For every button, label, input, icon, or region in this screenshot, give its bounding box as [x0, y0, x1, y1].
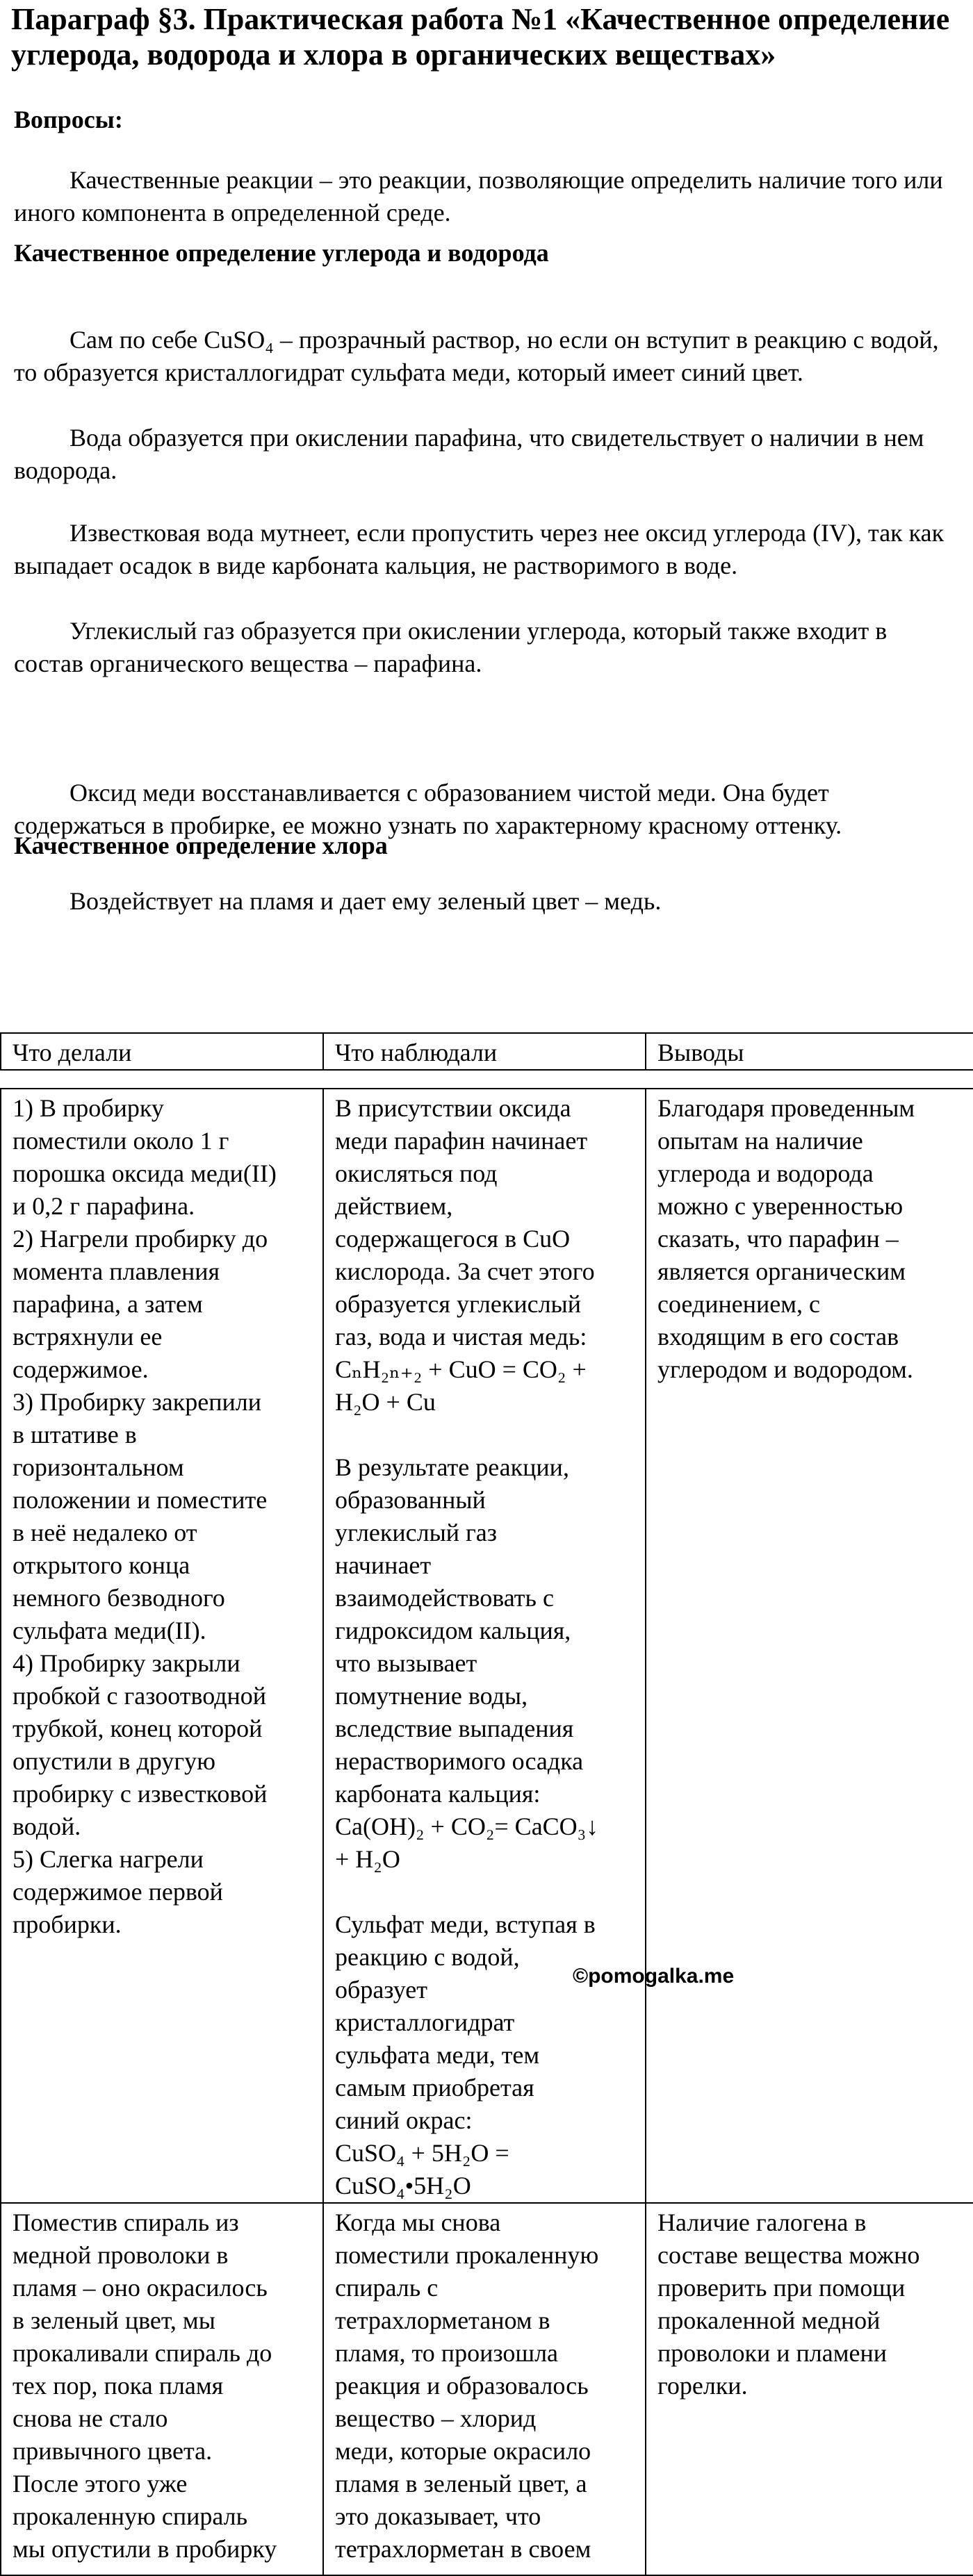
cell-text-line: спираль с	[335, 2274, 439, 2302]
header-what-did: Что делали	[1, 1033, 323, 1070]
cell-text-line: прокаленной медной	[657, 2306, 881, 2334]
paragraph-water: Вода образуется при окислении парафина, что свидетельствует о наличии в нем водорода.	[14, 424, 924, 484]
cell-text-line: самым приобретая	[335, 2074, 534, 2102]
paragraph-co2: Углекислый газ образуется при окислении углерода, который также входит в состав органического вещества – парафина.	[14, 617, 888, 677]
cell-text-line: момента плавления	[13, 1257, 220, 1285]
cell-text-line: + H₂O	[335, 1845, 400, 1873]
cell-text-line: опустили в другую	[13, 1747, 215, 1775]
cell-text-line: нерастворимого осадка	[335, 1747, 584, 1775]
cell-text-line: снова не стало	[13, 2404, 168, 2432]
cell-text-line: H₂O + Cu	[335, 1388, 436, 1416]
cell-observed-1	[323, 1089, 646, 2203]
cell-text-line: 3) Пробирку закрепили	[13, 1388, 261, 1416]
cell-text-line: прокаливали спираль до	[13, 2339, 272, 2367]
results-table	[0, 1088, 973, 2576]
cell-text-line: привычного цвета.	[13, 2437, 213, 2465]
cell-text-line: углерода и водорода	[657, 1159, 874, 1187]
lines-observed-1a	[335, 1092, 637, 1419]
cell-text-line: Благодаря проведенным	[657, 1094, 915, 1122]
cell-text-line: Поместив спираль из	[13, 2208, 239, 2236]
paragraph-cuso4: Сам по себе CuSO₄ – прозрачный раствор, но если он вступит в реакцию с водой, то образуется кристаллогидрат сульфата меди, который имеет синий цвет.	[14, 326, 939, 386]
cell-text-line: В присутствии оксида	[335, 1094, 571, 1122]
cell-text-line: CuSO₄•5H₂O	[335, 2172, 471, 2199]
cell-text-line: горелки.	[657, 2372, 748, 2400]
watermark: ©pomogalka.me	[573, 1965, 735, 1988]
header-what-observed: Что наблюдали	[323, 1033, 646, 1070]
cell-text-line: содержащегося в CuO	[335, 1225, 571, 1253]
cell-what-did-2	[1, 2203, 323, 2575]
cell-text-line: вследствие выпадения	[335, 1715, 574, 1742]
cell-text-line: содержимое.	[13, 1355, 149, 1383]
cell-text-line: пробирку с известковой	[13, 1780, 268, 1808]
cell-text-line: помутнение воды,	[335, 1682, 528, 1710]
cell-conclusion-1	[646, 1089, 973, 2203]
cell-text-line: окисляться под	[335, 1159, 498, 1187]
cell-text-line: CₙH₂ₙ₊₂ + CuO = CO₂ +	[335, 1355, 587, 1383]
paragraph-chlorine: Воздействует на пламя и дает ему зеленый цвет – медь.	[70, 887, 662, 915]
lines-conclusion-1	[657, 1092, 965, 1386]
cell-text-line: водой.	[13, 1813, 81, 1840]
cell-text-line: входящим в его состав	[657, 1323, 899, 1351]
cell-text-line: углеродом и водородом.	[657, 1355, 913, 1383]
cell-text-line: пламя – оно окрасилось	[13, 2274, 268, 2302]
cell-text-line: меди парафин начинает	[335, 1127, 588, 1155]
cell-conclusion-2	[646, 2203, 973, 2575]
cell-text-line: пробирки.	[13, 1910, 122, 1938]
page-title: Параграф §3. Практическая работа №1 «Качественное определение углерода, водорода и хлора в органических веществах»	[11, 2, 950, 72]
cell-text-line: поместили прокаленную	[335, 2241, 599, 2269]
cell-text-line: составе вещества можно	[657, 2241, 920, 2269]
cell-text-line: можно с уверенностью	[657, 1192, 903, 1220]
cell-text-line: В результате реакции,	[335, 1453, 569, 1481]
table-row	[1, 2203, 973, 2575]
cell-text-line: вещество – хлорид	[335, 2404, 537, 2432]
cell-text-line: в штативе в	[13, 1421, 137, 1448]
cell-text-line: сказать, что парафин –	[657, 1225, 899, 1253]
cell-text-line: тетрахлорметаном в	[335, 2306, 550, 2334]
cell-text-line: меди, которые окрасило	[335, 2437, 591, 2465]
cell-text-line: синий окрас:	[335, 2106, 473, 2134]
cell-text-line: порошка оксида меди(II)	[13, 1159, 277, 1187]
cell-text-line: и 0,2 г парафина.	[13, 1192, 195, 1220]
cell-text-line: сульфата меди(II).	[13, 1617, 206, 1644]
cell-text-line: горизонтальном	[13, 1453, 184, 1481]
intro-paragraph: Качественные реакции – это реакции, позволяющие определить наличие того или иного компонента в определенной среде.	[14, 166, 943, 226]
lines-observed-2	[335, 2206, 637, 2566]
cell-text-line: трубкой, конец которой	[13, 1715, 263, 1742]
cell-text-line: что вызывает	[335, 1649, 477, 1677]
cell-text-line: действием,	[335, 1192, 453, 1220]
cell-text-line: газ, вода и чистая медь:	[335, 1323, 587, 1351]
cell-observed-2	[323, 2203, 646, 2575]
cell-text-line: Ca(OH)₂ + CO₂= CaCO₃↓	[335, 1813, 599, 1840]
cell-text-line: реакция и образовалось	[335, 2372, 589, 2400]
paragraph-limewater: Известковая вода мутнеет, если пропустить через нее оксид углерода (IV), так как выпадает осадок в виде карбоната кальция, не растворимого в воде.	[14, 519, 945, 579]
cell-text-line: образованный	[335, 1486, 486, 1514]
cell-text-line: тех пор, пока пламя	[13, 2372, 224, 2400]
cell-text-line: взаимодействовать с	[335, 1584, 554, 1612]
table-row	[1, 1089, 973, 2203]
cell-text-line: начинает	[335, 1551, 432, 1579]
cell-text-line: реакцию с водой,	[335, 1943, 520, 1971]
results-table-header	[0, 1032, 973, 1071]
cell-text-line: тетрахлорметан в своем	[335, 2535, 591, 2563]
cell-text-line: кристаллогидрат	[335, 2008, 515, 2036]
cell-text-line: соединением, с	[657, 1290, 821, 1318]
lines-conclusion-2	[657, 2206, 965, 2402]
cell-text-line: Когда мы снова	[335, 2208, 501, 2236]
cell-text-line: карбоната кальция:	[335, 1780, 541, 1808]
lines-observed-1b	[335, 1451, 637, 1876]
cell-text-line: После этого уже	[13, 2470, 188, 2497]
cell-text-line: пламя, то произошла	[335, 2339, 559, 2367]
section-heading-chlorine: Качественное определение хлора	[14, 832, 388, 859]
cell-text-line: проверить при помощи	[657, 2274, 906, 2302]
cell-text-line: пробкой с газоотводной	[13, 1682, 267, 1710]
cell-text-line: образуется углекислый	[335, 1290, 582, 1318]
cell-text-line: мы опустили в пробирку	[13, 2535, 277, 2563]
questions-heading: Вопросы:	[14, 106, 123, 133]
cell-text-line: прокаленную спираль	[13, 2502, 248, 2530]
cell-text-line: это доказывает, что	[335, 2502, 541, 2530]
cell-text-line: гидроксидом кальция,	[335, 1617, 571, 1644]
cell-text-line: немного безводного	[13, 1584, 225, 1612]
lines-observed-1c	[335, 1908, 637, 2202]
cell-text-line: встряхнули ее	[13, 1323, 163, 1351]
cell-text-line: 2) Нагрели пробирку до	[13, 1225, 268, 1253]
cell-text-line: 4) Пробирку закрыли	[13, 1649, 240, 1677]
cell-text-line: 1) В пробирку	[13, 1094, 164, 1122]
cell-text-line: образует	[335, 1976, 427, 2004]
cell-text-line: медной проволоки в	[13, 2241, 229, 2269]
cell-text-line: CuSO₄ + 5H₂O =	[335, 2139, 509, 2167]
cell-text-line: положении и поместите	[13, 1486, 268, 1514]
header-conclusions: Выводы	[646, 1033, 973, 1070]
cell-text-line: сульфата меди, тем	[335, 2041, 540, 2069]
lines-did-2	[13, 2206, 314, 2566]
cell-text-line: кислорода. За счет этого	[335, 1257, 595, 1285]
cell-text-line: в зеленый цвет, мы	[13, 2306, 215, 2334]
cell-text-line: парафина, а затем	[13, 1290, 203, 1318]
lines-did-1	[13, 1092, 314, 1941]
cell-text-line: 5) Слегка нагрели	[13, 1845, 204, 1873]
section-heading-carbon-hydrogen: Качественное определение углерода и водорода	[14, 239, 549, 267]
cell-text-line: поместили около 1 г	[13, 1127, 229, 1155]
cell-text-line: открытого конца	[13, 1551, 190, 1579]
cell-text-line: углекислый газ	[335, 1519, 497, 1546]
cell-text-line: Наличие галогена в	[657, 2208, 867, 2236]
cell-text-line: Сульфат меди, вступая в	[335, 1910, 596, 1938]
cell-text-line: является органическим	[657, 1257, 906, 1285]
cell-text-line: пламя в зеленый цвет, а	[335, 2470, 587, 2497]
cell-text-line: в неё недалеко от	[13, 1519, 197, 1546]
cell-text-line: содержимое первой	[13, 1878, 223, 1906]
cell-text-line: проволоки и пламени	[657, 2339, 888, 2367]
paragraph-copper-oxide: Оксид меди восстанавливается с образованием чистой меди. Она будет содержаться в пробирке, ее можно узнать по характерному красному оттенку.	[14, 779, 842, 839]
cell-what-did-1	[1, 1089, 323, 2203]
cell-text-line: опытам на наличие	[657, 1127, 863, 1155]
